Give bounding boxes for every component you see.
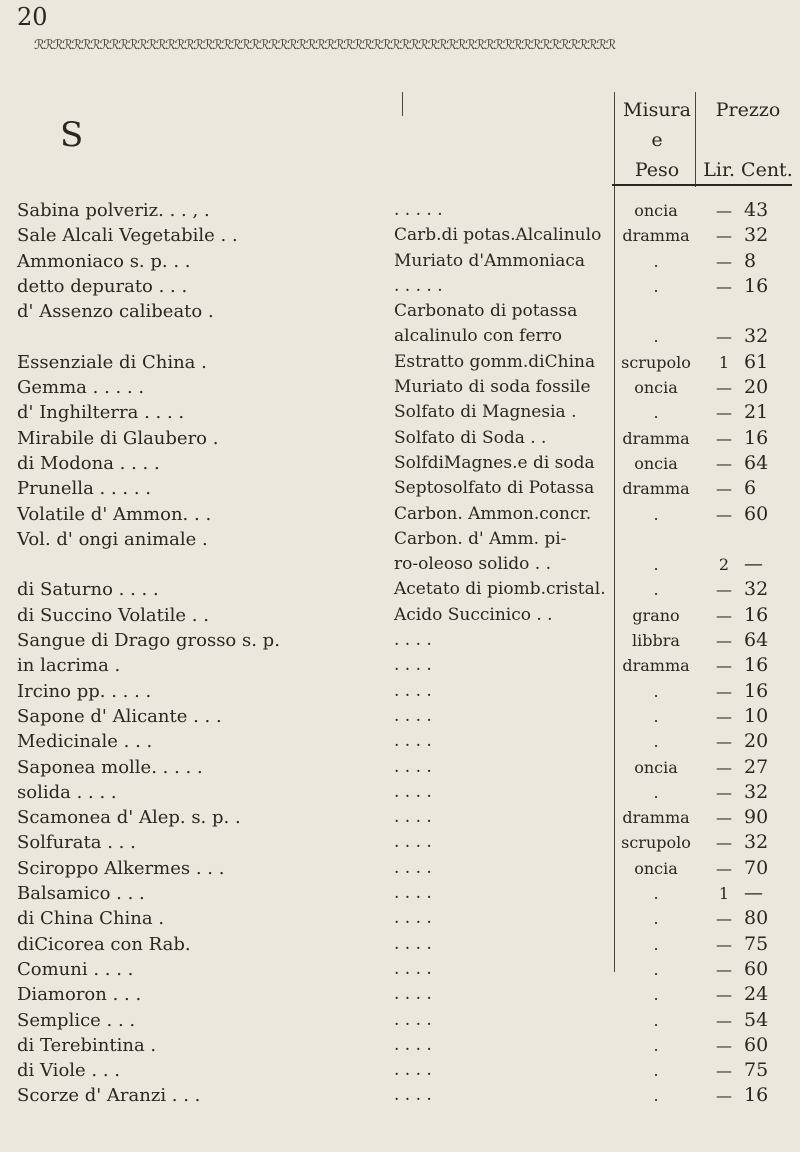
item-name: Sangue di Drago grosso s. p. xyxy=(17,630,280,652)
item-name: Scamonea d' Alep. s. p. . xyxy=(17,807,241,829)
item-measure: . xyxy=(653,403,659,423)
item-price-cent: 80 xyxy=(744,907,769,930)
item-measure: oncia xyxy=(634,201,678,220)
item-measure: dramma xyxy=(622,656,690,676)
item-composition: . . . . xyxy=(394,832,432,853)
table-row xyxy=(0,577,800,602)
item-price-lire: — xyxy=(716,732,732,752)
item-measure: . xyxy=(653,580,659,600)
item-measure: . xyxy=(653,504,659,524)
item-measure: . xyxy=(653,732,659,752)
item-price-lire: — xyxy=(716,985,732,1005)
header-prezzo-line2: Lir. Cent. xyxy=(703,159,793,181)
item-price-cent: 20 xyxy=(744,376,769,399)
item-name: Medicinale . . . xyxy=(17,731,153,753)
table-row xyxy=(0,350,800,375)
item-price-cent: 16 xyxy=(744,603,769,626)
item-price-cent: 16 xyxy=(744,679,769,702)
table-row xyxy=(0,375,800,400)
item-name: Saponea molle. . . . . xyxy=(17,756,203,778)
item-name: detto depurato . . . xyxy=(17,275,188,297)
item-price-lire: — xyxy=(716,833,732,853)
item-measure: . xyxy=(653,884,659,904)
item-composition: . . . . xyxy=(394,680,432,701)
item-price-lire: — xyxy=(716,1035,732,1055)
item-composition: Carbon. d' Amm. pi- xyxy=(394,528,567,549)
table-row xyxy=(0,324,800,349)
item-name: d' Inghilterra . . . . xyxy=(17,402,185,424)
table-row xyxy=(0,1008,800,1033)
item-composition: alcalinulo con ferro xyxy=(394,326,563,347)
item-composition: . . . . xyxy=(394,958,432,979)
item-composition: Solfato di Magnesia . xyxy=(394,402,577,423)
item-composition: . . . . xyxy=(394,883,432,904)
item-name: Ammoniaco s. p. . . xyxy=(17,250,191,272)
item-name: di Modona . . . . xyxy=(17,452,160,474)
item-price-cent: 60 xyxy=(744,957,769,980)
item-price-lire: — xyxy=(716,656,732,676)
item-measure: . xyxy=(653,1010,659,1030)
item-price-lire: — xyxy=(716,403,732,423)
item-price-cent: 16 xyxy=(744,426,769,449)
table-row xyxy=(0,729,800,754)
table-row xyxy=(0,1083,800,1108)
item-composition: . . . . xyxy=(394,908,432,929)
item-price-cent: — xyxy=(744,553,763,576)
item-measure: . xyxy=(653,909,659,929)
item-measure: oncia xyxy=(634,453,678,473)
item-name: Mirabile di Glaubero . xyxy=(17,427,219,449)
item-price-lire: 2 xyxy=(718,555,730,575)
item-price-cent: 64 xyxy=(744,451,769,474)
item-price-cent: 16 xyxy=(744,274,769,297)
header-prezzo xyxy=(698,95,798,185)
item-measure: . xyxy=(653,934,659,954)
item-name: diCicorea con Rab. xyxy=(17,933,191,955)
item-composition: Carbon. Ammon.concr. xyxy=(394,503,592,524)
item-price-lire: — xyxy=(716,428,732,448)
item-price-lire: — xyxy=(716,782,732,802)
item-price-lire: — xyxy=(716,479,732,499)
item-price-cent: 27 xyxy=(744,755,769,778)
ornamental-border: ℛℛℛℛℛℛℛℛℛℛℛℛℛℛℛℛℛℛℛℛℛℛℛℛℛℛℛℛℛℛℛℛℛℛℛℛℛℛℛℛℛℛℛℛℛℛℛℛℛℛℛℛℛℛℛℛℛℛℛℛℛℛ xyxy=(34,38,616,53)
item-price-cent: 32 xyxy=(744,578,769,601)
item-composition: Acetato di piomb.cristal. xyxy=(394,579,606,600)
item-name: d' Assenzo calibeato . xyxy=(17,301,214,323)
item-price-lire: — xyxy=(716,757,732,777)
table-row xyxy=(0,932,800,957)
item-price-lire: — xyxy=(716,201,732,220)
item-name: Comuni . . . . xyxy=(17,958,134,980)
item-name: solida . . . . xyxy=(17,781,117,803)
table-row xyxy=(0,400,800,425)
item-composition: Septosolfato di Potassa xyxy=(394,478,595,499)
item-name: di Saturno . . . . xyxy=(17,579,159,601)
item-price-lire: — xyxy=(716,1010,732,1030)
item-measure: . xyxy=(653,327,659,347)
item-measure: . xyxy=(653,1061,659,1081)
item-measure: . xyxy=(653,1086,659,1106)
item-measure: . xyxy=(653,959,659,979)
table-row xyxy=(0,552,800,577)
table-row xyxy=(0,249,800,274)
table-row xyxy=(0,527,800,552)
section-letter: S xyxy=(60,115,84,155)
table-row xyxy=(0,906,800,931)
item-measure: grano xyxy=(632,605,680,625)
item-price-cent: 90 xyxy=(744,806,769,829)
header-prezzo-line1: Prezzo xyxy=(715,99,781,121)
table-row xyxy=(0,957,800,982)
item-measure: dramma xyxy=(622,479,690,499)
item-price-lire: — xyxy=(716,706,732,726)
item-composition: . . . . xyxy=(394,807,432,828)
table-row xyxy=(0,805,800,830)
item-price-cent: 10 xyxy=(744,704,769,727)
table-row xyxy=(0,476,800,501)
table-row xyxy=(0,274,800,299)
item-composition: . . . . xyxy=(394,1085,432,1106)
item-price-lire: — xyxy=(716,959,732,979)
item-price-cent: 70 xyxy=(744,856,769,879)
item-price-lire: — xyxy=(716,858,732,878)
item-price-lire: — xyxy=(716,934,732,954)
table-row xyxy=(0,653,800,678)
item-name: Solfurata . . . xyxy=(17,832,136,854)
table-row xyxy=(0,704,800,729)
table-row xyxy=(0,755,800,780)
item-composition: Muriato d'Ammoniaca xyxy=(394,250,586,271)
item-measure: scrupolo xyxy=(621,833,691,853)
item-price-cent: 24 xyxy=(744,983,769,1006)
item-name: di Viole . . . xyxy=(17,1060,121,1082)
item-measure: oncia xyxy=(634,858,678,878)
item-composition: Carb.di potas.Alcalinulo xyxy=(394,225,602,246)
column-divider xyxy=(402,92,403,116)
table-row xyxy=(0,299,800,324)
item-composition: Estratto gomm.diChina xyxy=(394,351,596,372)
item-name: Prunella . . . . . xyxy=(17,478,152,500)
item-price-cent: 32 xyxy=(744,831,769,854)
item-name: Sale Alcali Vegetabile . . xyxy=(17,225,238,247)
item-price-lire: — xyxy=(716,504,732,524)
header-misura-line1: Misura xyxy=(623,99,691,121)
item-price-cent: 75 xyxy=(744,932,769,955)
item-price-lire: — xyxy=(716,605,732,625)
item-name: Semplice . . . xyxy=(17,1009,136,1031)
item-price-lire: — xyxy=(716,453,732,473)
item-composition: . . . . xyxy=(394,1034,432,1055)
item-composition: Acido Succinico . . xyxy=(394,604,553,625)
item-price-cent: 43 xyxy=(744,199,769,221)
item-price-cent: 16 xyxy=(744,1084,769,1107)
item-price-cent: 16 xyxy=(744,654,769,677)
item-price-cent: 32 xyxy=(744,325,769,348)
item-measure: . xyxy=(653,555,659,575)
item-price-cent: 64 xyxy=(744,629,769,652)
item-measure: oncia xyxy=(634,757,678,777)
item-composition: . . . . xyxy=(394,1009,432,1030)
item-price-lire: — xyxy=(716,276,732,296)
item-composition: . . . . xyxy=(394,857,432,878)
item-composition: Muriato di soda fossile xyxy=(394,377,591,398)
item-price-cent: 54 xyxy=(744,1008,769,1031)
item-measure: . xyxy=(653,706,659,726)
item-name: Sciroppo Alkermes . . . xyxy=(17,857,225,879)
item-name: Scorze d' Aranzi . . . xyxy=(17,1085,201,1107)
item-measure: libbra xyxy=(632,631,680,651)
item-measure: dramma xyxy=(622,428,690,448)
item-price-cent: 8 xyxy=(744,249,757,272)
item-composition: . . . . . xyxy=(394,200,443,220)
item-name: di Terebintina . xyxy=(17,1034,157,1056)
item-price-cent: 60 xyxy=(744,1033,769,1056)
item-price-lire: — xyxy=(716,1086,732,1106)
price-table xyxy=(0,198,800,1109)
item-price-lire: — xyxy=(716,251,732,271)
item-composition: Carbonato di potassa xyxy=(394,301,578,322)
item-price-lire: — xyxy=(716,1061,732,1081)
item-price-cent: 32 xyxy=(744,780,769,803)
item-price-cent: — xyxy=(744,882,763,905)
table-row xyxy=(0,223,800,248)
table-row xyxy=(0,982,800,1007)
table-row xyxy=(0,856,800,881)
item-price-cent: 61 xyxy=(744,350,769,373)
item-name: Gemma . . . . . xyxy=(17,377,145,399)
table-row xyxy=(0,1058,800,1083)
table-row xyxy=(0,198,800,223)
item-name: Sapone d' Alicante . . . xyxy=(17,705,222,727)
item-composition: . . . . xyxy=(394,630,432,651)
item-composition: . . . . xyxy=(394,731,432,752)
item-measure: . xyxy=(653,681,659,701)
item-measure: scrupolo xyxy=(621,352,691,372)
item-measure: . xyxy=(653,276,659,296)
item-name: Balsamico . . . xyxy=(17,883,145,905)
item-name: Diamoron . . . xyxy=(17,984,142,1006)
item-composition: Solfato di Soda . . xyxy=(394,427,547,448)
item-price-lire: — xyxy=(716,327,732,347)
item-composition: . . . . xyxy=(394,655,432,676)
item-measure: . xyxy=(653,985,659,1005)
item-price-lire: 1 xyxy=(718,352,730,372)
item-name: di China China . xyxy=(17,908,165,930)
item-price-lire: — xyxy=(716,580,732,600)
item-price-cent: 60 xyxy=(744,502,769,525)
item-measure: . xyxy=(653,782,659,802)
table-row xyxy=(0,603,800,628)
table-row xyxy=(0,830,800,855)
item-measure: . xyxy=(653,251,659,271)
page-number: 20 xyxy=(17,3,48,31)
item-composition: ro-oleoso solido . . xyxy=(394,554,552,575)
item-price-cent: 21 xyxy=(744,401,769,424)
item-name: Vol. d' ongi animale . xyxy=(17,528,208,550)
item-composition: . . . . xyxy=(394,933,432,954)
item-composition: . . . . xyxy=(394,1060,432,1081)
table-row xyxy=(0,679,800,704)
table-row xyxy=(0,502,800,527)
item-name: in lacrima . xyxy=(17,655,121,677)
item-name: Ircino pp. . . . . xyxy=(17,680,152,702)
table-row xyxy=(0,451,800,476)
table-row xyxy=(0,426,800,451)
header-misura xyxy=(618,95,696,185)
item-price-lire: — xyxy=(716,681,732,701)
item-name: Sabina polveriz. . . , . xyxy=(17,200,210,221)
table-row xyxy=(0,628,800,653)
item-composition: . . . . xyxy=(394,705,432,726)
table-row xyxy=(0,780,800,805)
item-composition: SolfdiMagnes.e di soda xyxy=(394,452,595,473)
item-price-lire: — xyxy=(716,631,732,651)
table-row xyxy=(0,881,800,906)
item-measure: dramma xyxy=(622,808,690,828)
item-name: Volatile d' Ammon. . . xyxy=(17,503,212,525)
header-misura-line2: e xyxy=(651,129,663,151)
item-price-lire: — xyxy=(716,909,732,929)
item-price-cent: 20 xyxy=(744,730,769,753)
header-prezzo-spacer xyxy=(698,125,798,155)
item-name: di Succino Volatile . . xyxy=(17,604,209,626)
item-price-cent: 6 xyxy=(744,477,757,500)
item-composition: . . . . . xyxy=(394,275,443,296)
item-composition: . . . . xyxy=(394,756,432,777)
item-composition: . . . . xyxy=(394,984,432,1005)
item-price-lire: 1 xyxy=(718,884,730,904)
item-price-lire: — xyxy=(716,808,732,828)
item-composition: . . . . xyxy=(394,781,432,802)
item-name: Essenziale di China . xyxy=(17,351,207,373)
item-price-lire: — xyxy=(716,378,732,398)
header-misura-line3: Peso xyxy=(634,159,680,181)
item-measure: . xyxy=(653,1035,659,1055)
table-row xyxy=(0,1033,800,1058)
item-price-cent: 32 xyxy=(744,224,769,247)
item-measure: oncia xyxy=(634,378,678,398)
item-measure: dramma xyxy=(622,226,690,246)
item-price-lire: — xyxy=(716,226,732,246)
item-price-cent: 75 xyxy=(744,1059,769,1082)
